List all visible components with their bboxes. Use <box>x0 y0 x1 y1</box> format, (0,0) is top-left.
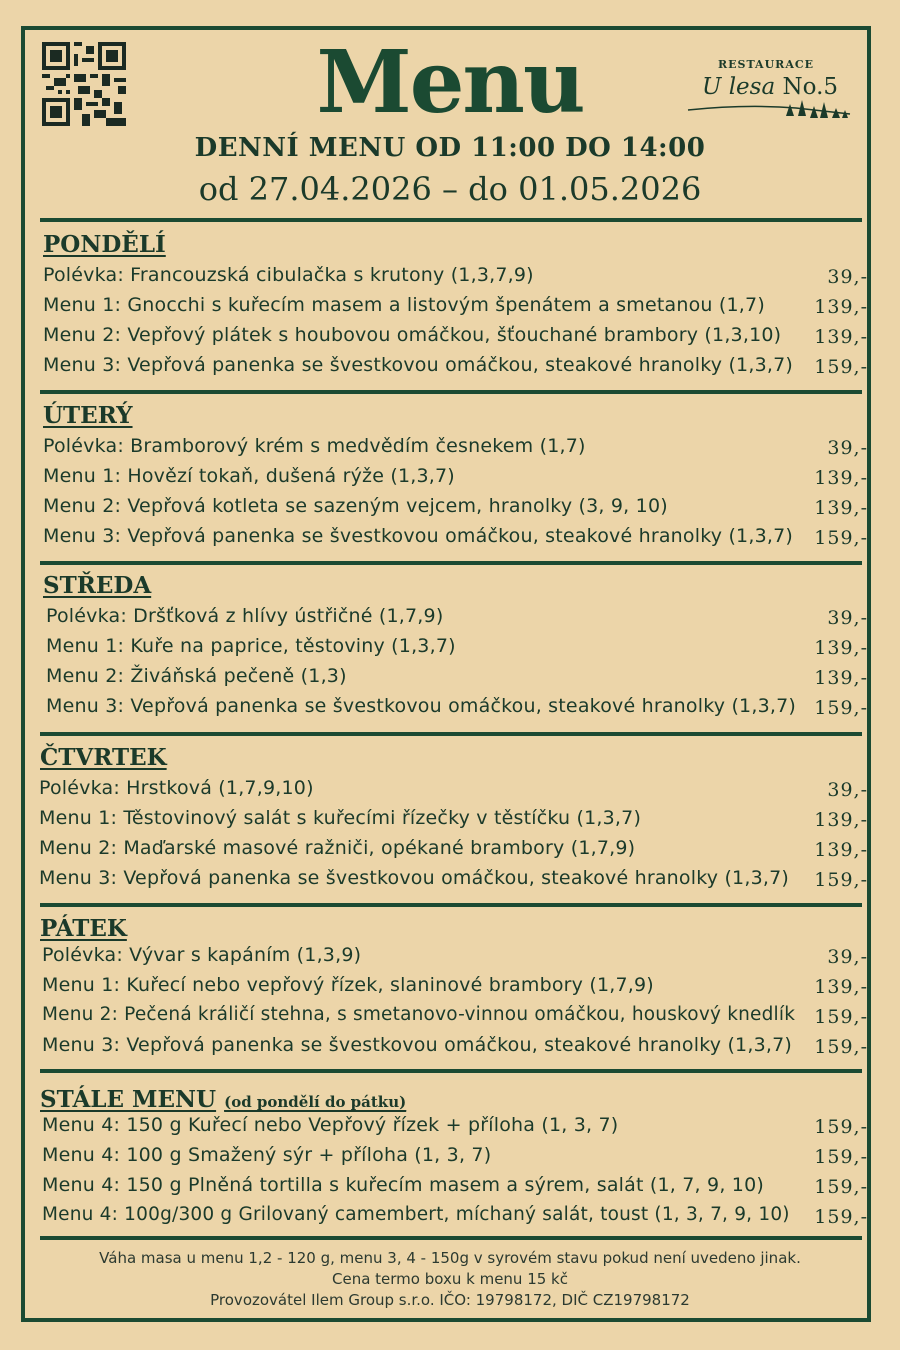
menu-item: Menu 2: Živáňská pečeně (1,3) <box>46 665 347 687</box>
logo-name-rest: No.5 <box>775 74 839 100</box>
menu-item-price: 159,- <box>814 527 868 549</box>
menu-item-price: 139,- <box>814 497 868 519</box>
menu-item: Menu 3: Vepřová panenka se švestkovou omáčkou, steakové hranolky (1,3,7) <box>46 695 797 717</box>
logo-name-italic: U lesa <box>702 74 776 100</box>
page-title: Menu <box>316 32 584 133</box>
menu-item: Polévka: Hrstková (1,7,9,10) <box>39 777 314 799</box>
menu-item: Menu 1: Kuře na paprice, těstoviny (1,3,7) <box>46 635 456 657</box>
menu-item-price: 159,- <box>814 869 868 891</box>
menu-item: Menu 1: Těstovinový salát s kuřecími řízečky v těstíčku (1,3,7) <box>39 807 642 829</box>
footer-box-price: Cena termo boxu k menu 15 kč <box>332 1270 568 1288</box>
menu-item-price: 139,- <box>814 637 868 659</box>
menu-item-price: 139,- <box>814 667 868 689</box>
menu-item: Menu 2: Pečená králičí stehna, s smetanovo-vinnou omáčkou, houskový knedlík <box>42 1004 796 1025</box>
menu-item-price: 39,- <box>827 779 868 801</box>
menu-item-price: 139,- <box>814 296 868 318</box>
menu-item-price: 139,- <box>814 976 868 998</box>
menu-item: Polévka: Bramborový krém s medvědím česnekem (1,7) <box>43 435 586 457</box>
section-divider <box>40 903 862 907</box>
menu-item: Menu 1: Hovězí tokaň, dušená rýže (1,3,7) <box>43 465 455 487</box>
section-divider <box>40 1069 862 1073</box>
day-name: PONDĚLÍ <box>43 231 166 258</box>
menu-item-price: 139,- <box>814 839 868 861</box>
day-heading <box>40 915 127 942</box>
menu-item-price: 159,- <box>814 356 868 378</box>
menu-item: Polévka: Dršťková z hlívy ústřičné (1,7,9) <box>46 605 444 627</box>
menu-item: Menu 3: Vepřová panenka se švestkovou omáčkou, steakové hranolky (1,3,7) <box>43 525 794 547</box>
menu-item: Menu 4: 150 g Plněná tortilla s kuřecím masem a sýrem, salát (1, 7, 9, 10) <box>42 1174 764 1196</box>
menu-item: Polévka: Vývar s kapáním (1,3,9) <box>42 944 362 966</box>
menu-item-price: 139,- <box>814 326 868 348</box>
menu-item: Menu 1: Gnocchi s kuřecím masem a listovým špenátem a smetanou (1,7) <box>43 294 765 316</box>
day-name: STÁLE MENU <box>40 1086 217 1113</box>
menu-item-price: 39,- <box>827 946 868 968</box>
section-divider <box>40 218 862 222</box>
day-name: ÚTERÝ <box>43 402 133 429</box>
menu-item-price: 159,- <box>814 1116 868 1138</box>
menu-item-price: 39,- <box>827 266 868 288</box>
menu-item: Menu 2: Maďarské masové ražniči, opékané brambory (1,7,9) <box>39 837 636 859</box>
section-divider <box>40 732 862 736</box>
menu-item: Menu 2: Vepřový plátek s houbovou omáčkou, šťouchané brambory (1,3,10) <box>43 324 782 346</box>
footer <box>0 1248 900 1311</box>
menu-item: Menu 3: Vepřová panenka se švestkovou omáčkou, steakové hranolky (1,3,7) <box>39 867 790 889</box>
menu-item: Menu 3: Vepřová panenka se švestkovou omáčkou, steakové hranolky (1,3,7) <box>43 354 794 376</box>
footer-weight-note: Váha masa u menu 1,2 - 120 g, menu 3, 4 - 150g v syrovém stavu pokud není uvedeno jinak. <box>99 1249 801 1267</box>
section-divider <box>40 390 862 394</box>
menu-item-price: 139,- <box>814 467 868 489</box>
section-divider <box>40 561 862 565</box>
day-name: STŘEDA <box>43 572 152 599</box>
menu-item-price: 39,- <box>827 607 868 629</box>
day-note: (od pondělí do pátku) <box>224 1093 407 1111</box>
forest-line-icon <box>686 96 852 124</box>
day-heading <box>40 744 167 771</box>
footer-operator: Provozovátel Ilem Group s.r.o. IČO: 19798172, DIČ CZ19798172 <box>210 1291 690 1309</box>
menu-item-price: 159,- <box>814 697 868 719</box>
day-heading <box>43 402 133 429</box>
menu-item: Menu 4: 100 g Smažený sýr + příloha (1, 3, 7) <box>42 1144 492 1166</box>
menu-item-price: 139,- <box>814 809 868 831</box>
menu-item: Menu 1: Kuřecí nebo vepřový řízek, slaninové brambory (1,7,9) <box>42 974 654 996</box>
day-name: PÁTEK <box>40 915 127 942</box>
section-divider <box>40 1236 862 1240</box>
logo-restaurace: RESTAURACE <box>718 58 814 71</box>
menu-item: Menu 2: Vepřová kotleta se sazeným vejcem, hranolky (3, 9, 10) <box>43 495 668 517</box>
menu-item-price: 159,- <box>814 1146 868 1168</box>
menu-item-price: 39,- <box>827 437 868 459</box>
day-name: ČTVRTEK <box>40 744 167 771</box>
day-heading <box>40 1086 406 1113</box>
menu-item-price: 159,- <box>814 1006 868 1028</box>
menu-item: Menu 4: 100g/300 g Grilovaný camembert, míchaný salát, toust (1, 3, 7, 9, 10) <box>42 1204 790 1225</box>
menu-item-price: 159,- <box>814 1176 868 1198</box>
menu-item: Menu 3: Vepřová panenka se švestkovou omáčkou, steakové hranolky (1,3,7) <box>42 1034 793 1056</box>
menu-item-price: 159,- <box>814 1206 868 1228</box>
daily-menu-hours: DENNÍ MENU OD 11:00 DO 14:00 <box>194 133 706 163</box>
menu-item: Polévka: Francouzská cibulačka s krutony (1,3,7,9) <box>43 264 534 286</box>
date-range: od 27.04.2026 – do 01.05.2026 <box>198 170 702 208</box>
menu-item-price: 159,- <box>814 1036 868 1058</box>
restaurant-logo <box>686 56 852 128</box>
menu-item: Menu 4: 150 g Kuřecí nebo Vepřový řízek + příloha (1, 3, 7) <box>42 1114 619 1136</box>
day-heading <box>43 572 151 599</box>
day-heading <box>43 231 166 258</box>
